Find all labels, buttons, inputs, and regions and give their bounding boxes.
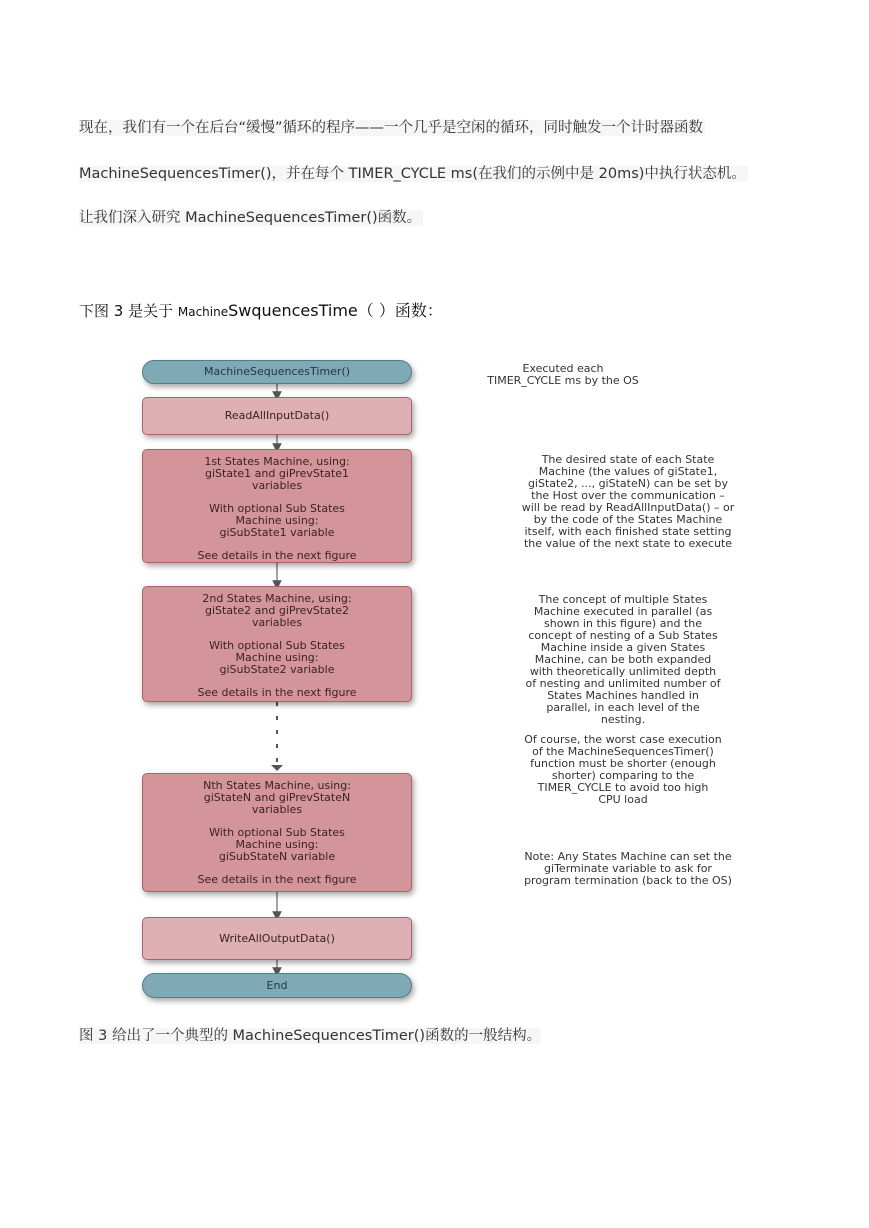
paragraph-1: 现在，我们有一个在后台“缓慢”循环的程序——一个几乎是空闲的循环，同时触发一个计时器函数 [79, 120, 704, 136]
paragraph-2: MachineSequencesTimer()，并在每个 TIMER_CYCLE ms(在我们的示例中是 20ms)中执行状态机。 [79, 166, 746, 182]
read-input-node: ReadAllInputData() [142, 397, 412, 435]
note-concept: The concept of multiple States Machine executed in parallel (as shown in this figure) and the concept of nesting of a Sub States Machine inside a given States Machine, can be both expanded with theoretically unlimited depth of nesting and unlimited number of States Machines handled in parallel, in each level of the nesting. [525, 593, 721, 726]
note-terminate: Note: Any States Machine can set the giTerminate variable to ask for program termination (back to the OS) [524, 850, 732, 887]
paragraph-3: 让我们深入研究 MachineSequencesTimer()函数。 [79, 210, 422, 226]
end-node: End [142, 973, 412, 998]
states-machine-n: Nth States Machine, using: giStateN and giPrevStateN variables With optional Sub States Machine using: giSubStateN variable See details in the next figure [142, 773, 412, 892]
write-output-node: WriteAllOutputData() [142, 917, 412, 960]
note-executed: Executed each TIMER_CYCLE ms by the OS [487, 362, 639, 387]
note-desired-state: The desired state of each State Machine (the values of giState1, giState2, ..., giStateN) can be set by the Host over the communication – will be read by ReadAllInputData() – or by the code of the States Machine itself, with each finished state setting the value of the next state to execute [521, 453, 735, 550]
start-node: MachineSequencesTimer() [142, 360, 412, 384]
figure-caption: 图 3 给出了一个典型的 MachineSequencesTimer()函数的一般结构。 [79, 1028, 542, 1044]
note-worst-case: Of course, the worst case execution of the MachineSequencesTimer() function must be shorter (enough shorter) comparing to the TIMER_CYCLE to avoid too high CPU load [524, 733, 722, 806]
figure-heading: 下图 3 是关于 MachineSwquencesTime（ ）函数： [79, 301, 443, 320]
flowchart-figure [133, 347, 813, 1012]
states-machine-1: 1st States Machine, using: giState1 and giPrevState1 variables With optional Sub States Machine using: giSubState1 variable See details in the next figure [142, 449, 412, 563]
arrow-to-smn [271, 765, 283, 771]
states-machine-2: 2nd States Machine, using: giState2 and giPrevState2 variables With optional Sub States Machine using: giSubState2 variable See details in the next figure [142, 586, 412, 702]
